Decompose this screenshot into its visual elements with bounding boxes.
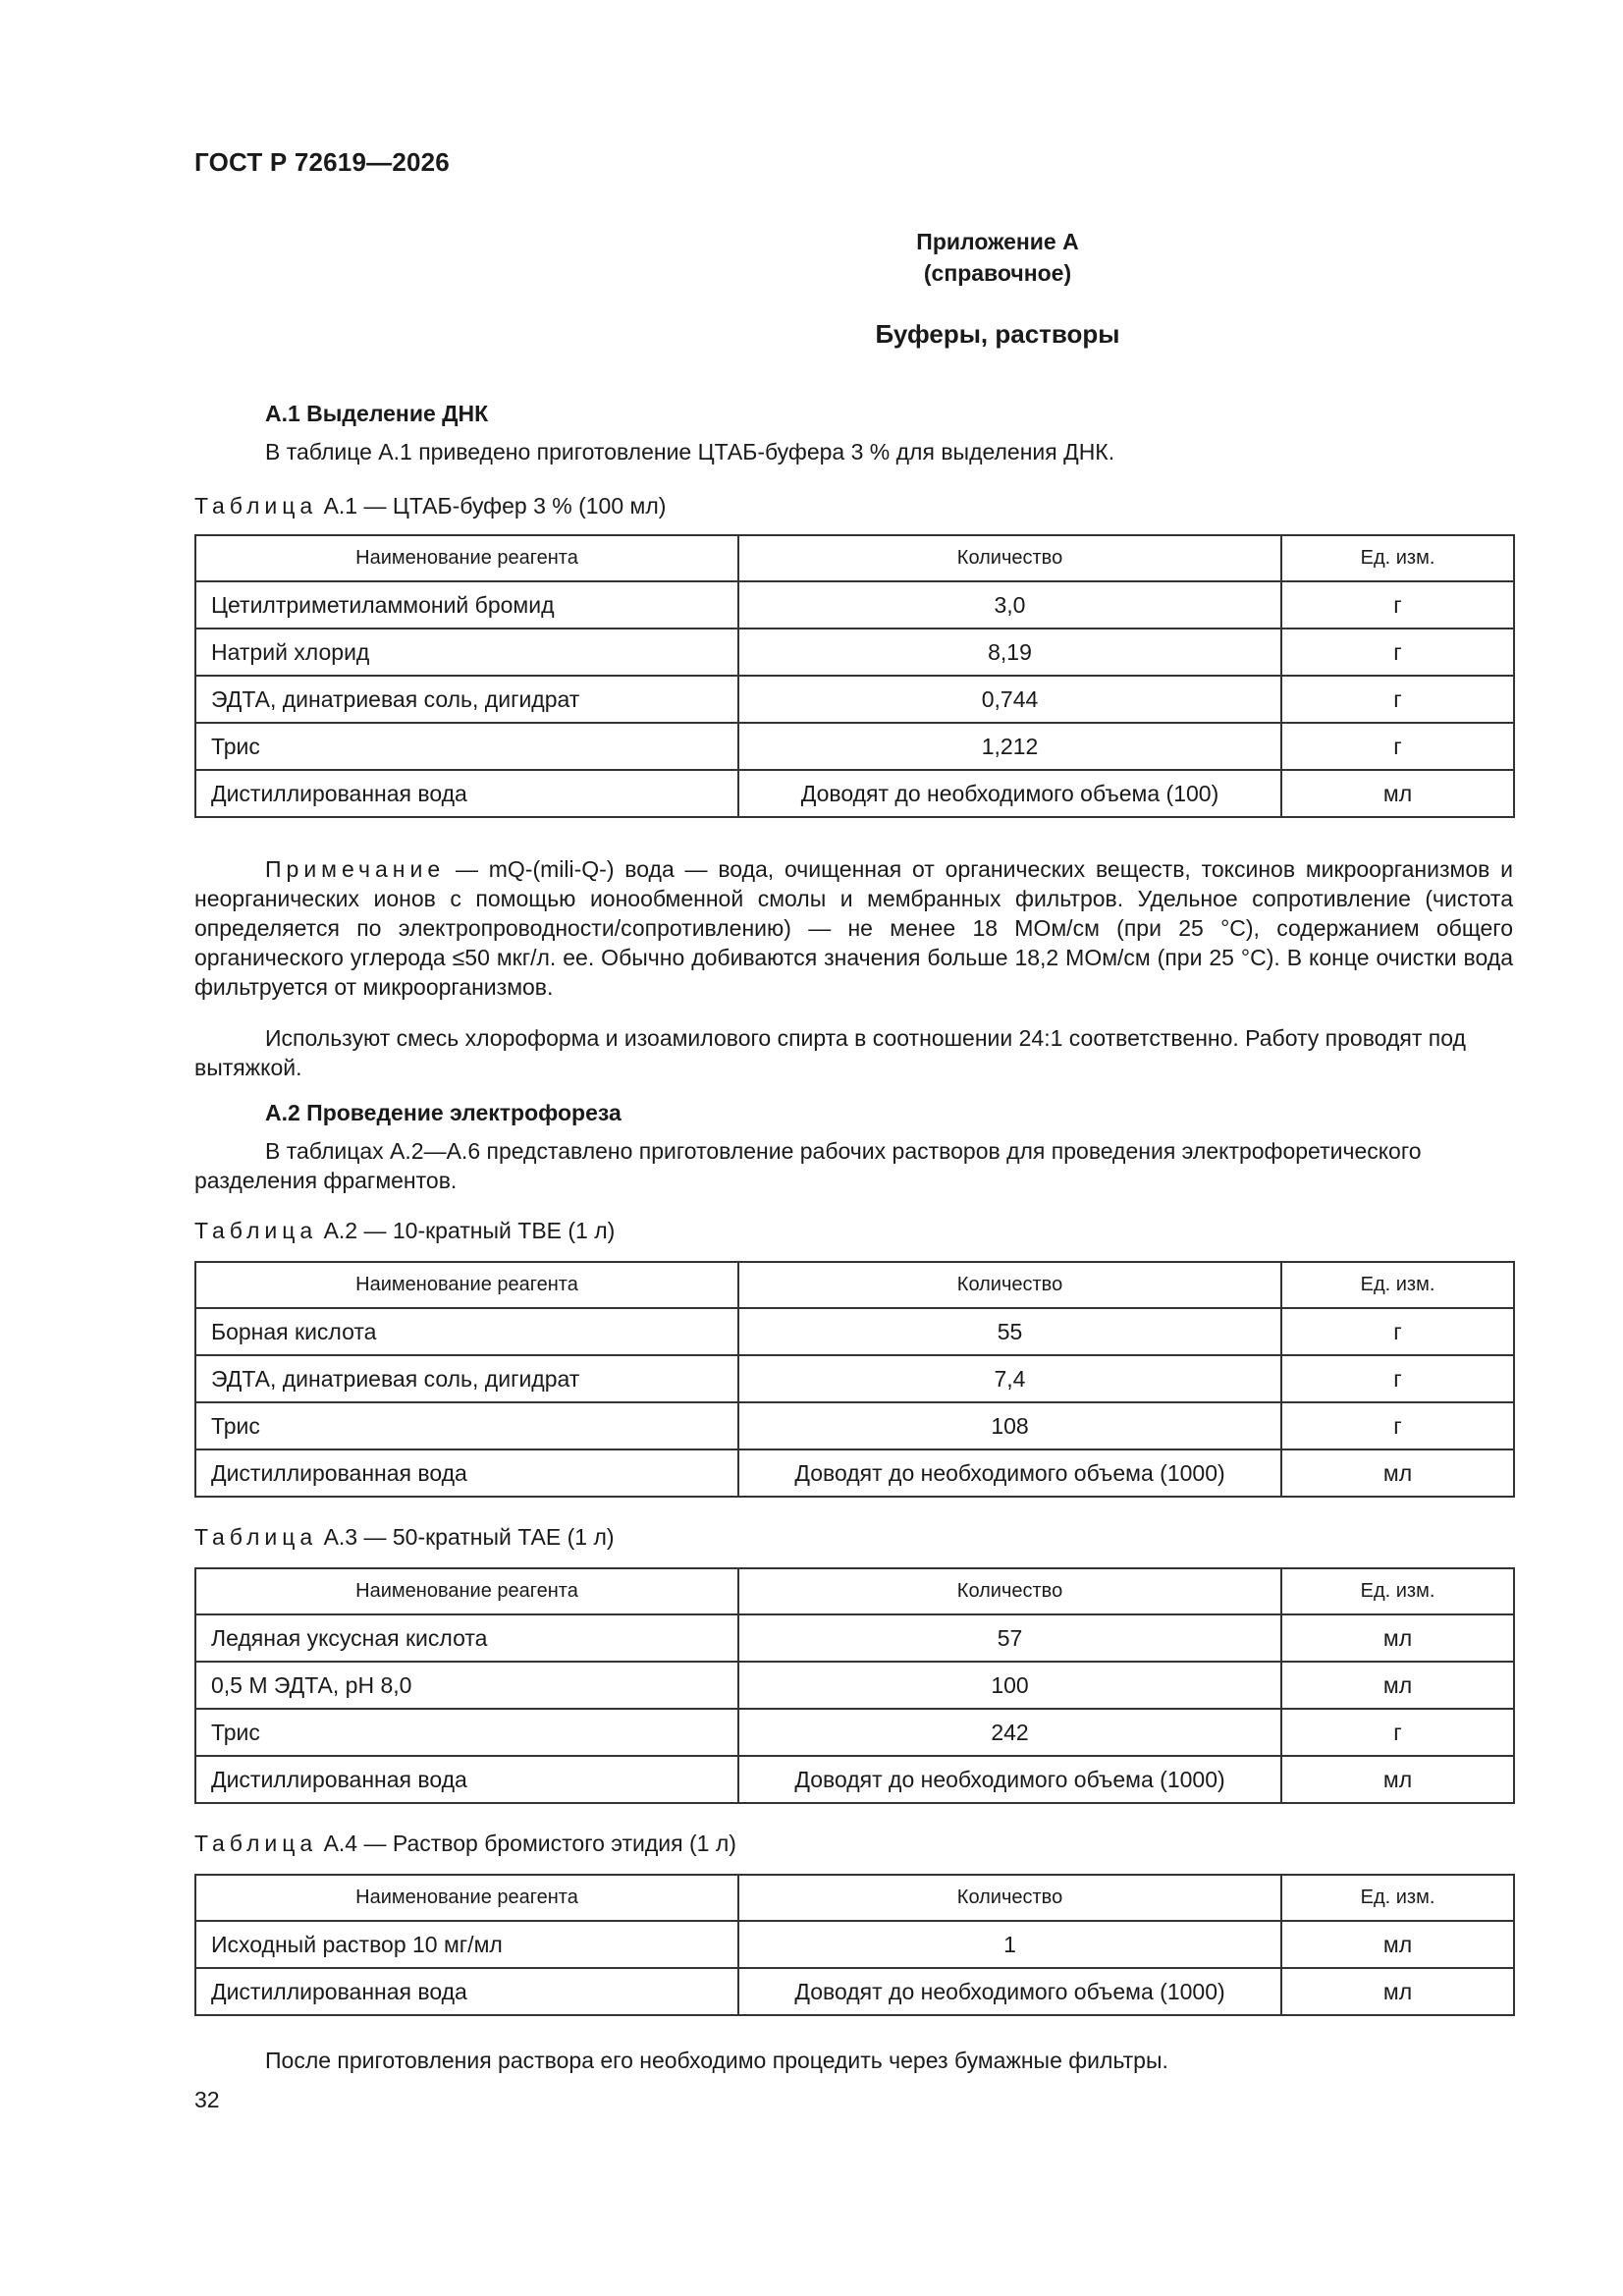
unit-cell: г <box>1281 1709 1514 1756</box>
final-paragraph: После приготовления раствора его необходимо процедить через бумажные фильтры. <box>265 2048 1168 2073</box>
unit-cell: мл <box>1281 1968 1514 2015</box>
unit-cell: г <box>1281 723 1514 770</box>
reagent-cell: ЭДТА, динатриевая соль, дигидрат <box>195 1355 738 1402</box>
header-unit: Ед. изм. <box>1281 535 1514 581</box>
quantity-cell: 57 <box>738 1614 1281 1662</box>
caption-text: А.4 — Раствор бромистого этидия (1 л) <box>317 1831 736 1856</box>
table-a2-caption <box>194 1218 615 1244</box>
table-row <box>195 1355 1514 1402</box>
unit-cell: г <box>1281 1355 1514 1402</box>
reagent-cell: Трис <box>195 723 738 770</box>
reagent-cell: Дистиллированная вода <box>195 770 738 817</box>
quantity-cell: 8,19 <box>738 629 1281 676</box>
table-a3-caption <box>194 1524 615 1551</box>
unit-cell: г <box>1281 629 1514 676</box>
quantity-cell: Доводят до необходимого объема (100) <box>738 770 1281 817</box>
annex-title: Приложение А <box>916 229 1079 254</box>
reagent-cell: Трис <box>195 1709 738 1756</box>
header-reagent: Наименование реагента <box>195 535 738 581</box>
unit-cell: г <box>1281 1308 1514 1355</box>
header-quantity: Количество <box>738 1262 1281 1308</box>
unit-cell: мл <box>1281 770 1514 817</box>
unit-cell: г <box>1281 676 1514 723</box>
caption-word: Таблица <box>194 1218 318 1243</box>
reagent-cell: Цетилтриметиламмоний бромид <box>195 581 738 629</box>
header-quantity: Количество <box>738 1568 1281 1614</box>
note-text: — mQ-(mili-Q-) вода — вода, очищенная от органических веществ, токсинов микроорганизмов и неорганических ионов с помощью ионообменной смолы и мембранных фильтров. Удельное сопротивление (чистота определяется по электропроводности/сопротивлению) — не менее 18 МОм/см (при 25 °С), содержанием общего органического углерода ≤50 мкг/л. ее. Обычно добиваются значения больше 18,2 МОм/см (при 25 °С). В конце очистки вода фильтруется от микроорганизмов. <box>194 856 1513 1000</box>
table-a1 <box>194 534 1515 818</box>
section-a2-heading: А.2 Проведение электрофореза <box>265 1100 622 1125</box>
quantity-cell: 7,4 <box>738 1355 1281 1402</box>
header-unit: Ед. изм. <box>1281 1262 1514 1308</box>
quantity-cell: Доводят до необходимого объема (1000) <box>738 1968 1281 2015</box>
caption-word: Таблица <box>194 1524 318 1550</box>
unit-cell: мл <box>1281 1921 1514 1968</box>
annex-subtitle: (справочное) <box>923 260 1072 286</box>
table-row <box>195 1756 1514 1803</box>
reagent-cell: Дистиллированная вода <box>195 1756 738 1803</box>
caption-text: А.3 — 50-кратный ТАЕ (1 л) <box>317 1524 615 1550</box>
quantity-cell: 0,744 <box>738 676 1281 723</box>
table-header-row <box>195 1262 1514 1308</box>
unit-cell: мл <box>1281 1662 1514 1709</box>
table-header-row <box>195 535 1514 581</box>
annex-heading: Буферы, растворы <box>875 319 1120 349</box>
table-row <box>195 723 1514 770</box>
table-row <box>195 1402 1514 1449</box>
reagent-cell: Трис <box>195 1402 738 1449</box>
unit-cell: мл <box>1281 1756 1514 1803</box>
quantity-cell: 3,0 <box>738 581 1281 629</box>
reagent-cell: 0,5 М ЭДТА, рН 8,0 <box>195 1662 738 1709</box>
caption-word: Таблица <box>194 493 318 519</box>
caption-text: А.1 — ЦТАБ-буфер 3 % (100 мл) <box>317 493 667 519</box>
table-a2 <box>194 1261 1515 1498</box>
table-a1-caption <box>194 493 666 519</box>
reagent-cell: Исходный раствор 10 мг/мл <box>195 1921 738 1968</box>
quantity-cell: 55 <box>738 1308 1281 1355</box>
quantity-cell: 108 <box>738 1402 1281 1449</box>
table-row <box>195 770 1514 817</box>
unit-cell: мл <box>1281 1614 1514 1662</box>
unit-cell: мл <box>1281 1449 1514 1497</box>
reagent-cell: Натрий хлорид <box>195 629 738 676</box>
header-reagent: Наименование реагента <box>195 1568 738 1614</box>
table-row <box>195 629 1514 676</box>
quantity-cell: 1 <box>738 1921 1281 1968</box>
header-quantity: Количество <box>738 535 1281 581</box>
table-row <box>195 1968 1514 2015</box>
page-number: 32 <box>194 2087 220 2112</box>
table-a4 <box>194 1874 1515 2016</box>
table-row <box>195 676 1514 723</box>
table-header-row <box>195 1568 1514 1614</box>
header-reagent: Наименование реагента <box>195 1262 738 1308</box>
table-row <box>195 1709 1514 1756</box>
header-unit: Ед. изм. <box>1281 1568 1514 1614</box>
section-a1-intro: В таблице А.1 приведено приготовление ЦТАБ-буфера 3 % для выделения ДНК. <box>265 439 1115 465</box>
unit-cell: г <box>1281 581 1514 629</box>
document-id: ГОСТ Р 72619—2026 <box>194 147 450 177</box>
quantity-cell: 242 <box>738 1709 1281 1756</box>
note-label: Примечание <box>265 856 446 882</box>
quantity-cell: Доводят до необходимого объема (1000) <box>738 1449 1281 1497</box>
table-row <box>195 1449 1514 1497</box>
reagent-cell: ЭДТА, динатриевая соль, дигидрат <box>195 676 738 723</box>
section-a2-intro: В таблицах А.2—А.6 представлено приготовление рабочих растворов для проведения электрофоретического разделения фрагментов. <box>194 1138 1422 1193</box>
header-reagent: Наименование реагента <box>195 1875 738 1921</box>
chloroform-paragraph: Используют смесь хлороформа и изоамилового спирта в соотношении 24:1 соответственно. Работу проводят под вытяжкой. <box>194 1025 1466 1080</box>
header-quantity: Количество <box>738 1875 1281 1921</box>
quantity-cell: 1,212 <box>738 723 1281 770</box>
unit-cell: г <box>1281 1402 1514 1449</box>
table-row <box>195 1921 1514 1968</box>
section-a1-heading: А.1 Выделение ДНК <box>265 401 489 426</box>
note-paragraph <box>194 854 1513 1002</box>
table-a4-caption <box>194 1831 736 1857</box>
table-a3 <box>194 1567 1515 1804</box>
table-row <box>195 1308 1514 1355</box>
reagent-cell: Дистиллированная вода <box>195 1449 738 1497</box>
reagent-cell: Борная кислота <box>195 1308 738 1355</box>
table-row <box>195 1662 1514 1709</box>
table-header-row <box>195 1875 1514 1921</box>
caption-word: Таблица <box>194 1831 318 1856</box>
table-row <box>195 1614 1514 1662</box>
header-unit: Ед. изм. <box>1281 1875 1514 1921</box>
caption-text: А.2 — 10-кратный ТВЕ (1 л) <box>317 1218 616 1243</box>
reagent-cell: Ледяная уксусная кислота <box>195 1614 738 1662</box>
reagent-cell: Дистиллированная вода <box>195 1968 738 2015</box>
table-row <box>195 581 1514 629</box>
quantity-cell: Доводят до необходимого объема (1000) <box>738 1756 1281 1803</box>
quantity-cell: 100 <box>738 1662 1281 1709</box>
